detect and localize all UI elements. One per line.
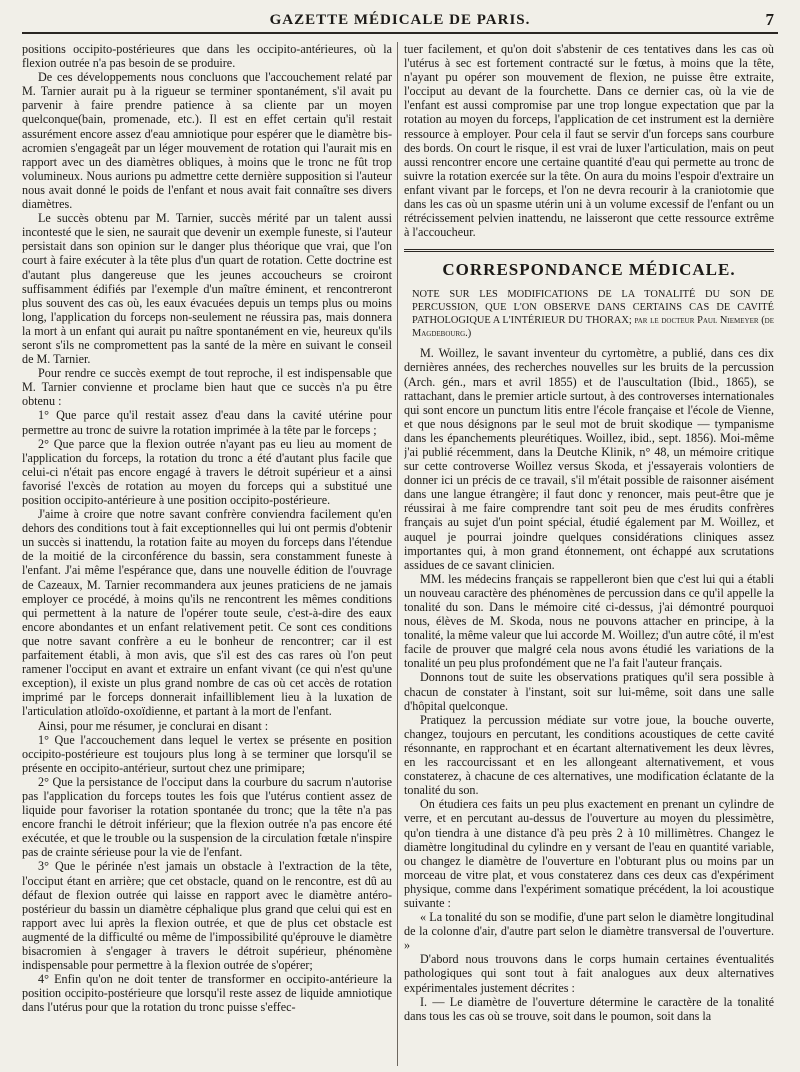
paragraph: tuer facilement, et qu'on doit s'abstenir de ces tentatives dans les cas où l'utérus à sec est fortement contracté sur le fœtus, à moins que la tête, n'ayant pu opérer son mouvement de flexion, ne puisse être extraite, l'occiput au devant de la fourchette. Dans ce dernier cas, où la vie de l'enfant est aussi compromise par une trop longue expectation que par la rotation au moyen du forceps, l'application de cet instrument est la dernière ressource à employer. Pour cela il faut se servir d'un forceps sans courbure des bords. On court le risque, il est vrai de luxer l'articulation, mais on peut aussi rencontrer encore une certaine quantité d'eau qui permette au tronc de suivre la rotation exercée sur la tête. On aura du moins l'espoir d'extraire un enfant vivant par le forceps, et l'on ne devra recourir à la craniotomie que dans les cas où un spasme utérin uni à un volume excessif de l'enfant ou un rétrécissement pelvien inattendu, ne laisseront que cette ressource extrême à l'accoucheur. [404,42,774,240]
paragraph: Pratiquez la percussion médiate sur votre joue, la bouche ouverte, changez, toujours en percutant, les conditions acoustiques de cette cavité résonnante, en rapprochant et en écartant alternativement les deux lèvres, en les raccourcissant et en les allongeant alternativement, et vous constaterez, à chacune de ces alternatives, une modification éclatante de la tonalité du son. [404,712,774,798]
paragraph: MM. les médecins français se rappelleront bien que c'est lui qui a établi un nouveau caractère des phénomènes de percussion dans ce qu'il appelle la tonalité du son. Dans le mémoire cité ci-dessus, j'ai démontré pourquoi nous, élèves de M. Skoda, nous ne pouvons attacher en principe, à la tonalité, la même valeur que lui accorde M. Woillez; d'un autre côté, il m'est facile de prouver que malgré cela nous avons étudié les variations de la tonalité un peu plus profondément que ne l'a fait l'auteur français. [404,571,774,671]
paragraph: On étudiera ces faits un peu plus exactement en prenant un cylindre de verre, et en percutant au-dessus de l'ouverture au moyen du plessimètre, qu'on tiendra à une distance d'à peu près 2 à 10 millimètres. Changez le diamètre longitudinal du cylindre en y versant de l'eau en quantité variable, ou changez le diamètre de l'ouverture en l'obturant plus ou moins par un morceau de vitre plat, et vous constaterez dans ces deux cas d'expériment physique, comme dans l'expériment somatique précédent, la loi acoustique suivante : [404,797,774,910]
paragraph: positions occipito-postérieures que dans les occipito-antérieures, où la flexion outrée n'a pas besoin de se produire. [22,42,392,71]
paragraph: I. — Le diamètre de l'ouverture détermine le caractère de la tonalité dans tous les cas où se trouve, soit dans le poumon, soit dans la [404,994,774,1023]
list-item: 4° Enfin qu'on ne doit tenter de transformer en occipito-antérieure la position occipito-postérieure que lorsqu'il reste assez de liquide amniotique dans l'utérus pour que la rotation du tronc puisse s'effec- [22,972,392,1015]
quotation: « La tonalité du son se modifie, d'une part selon le diamètre longitudinal de la colonne d'air, d'autre part selon le diamètre transversal de l'ouverture. » [404,910,774,953]
paragraph: D'abord nous trouvons dans le corps humain certaines éventualités pathologiques qui sont tout à fait analogues aux deux alternatives expérimentales justement décrites : [404,952,774,995]
list-item: 1° Que parce qu'il restait assez d'eau dans la cavité utérine pour permettre au tronc de suivre la rotation imprimée à la tête par le forceps ; [22,408,392,437]
paragraph: Donnons tout de suite les observations pratiques qu'il sera possible à chacun de constater à l'instant, soit sur lui-même, soit dans une salle d'hôpital quelconque. [404,670,774,713]
paragraph: Ainsi, pour me résumer, je conclurai en disant : [38,718,269,733]
article-author: par le docteur Paul Niemeyer (de Magdebourg.) [412,315,774,340]
list-item: 2° Que parce que la flexion outrée n'ayant pas eu lieu au moment de l'application du forceps, la rotation du tronc a été d'autant plus facile que celui-ci n'était pas encore engagé à travers le détroit supérieur et a ainsi favorisé l'excès de rotation au moyen du forceps qui a substitué une position occipito-antérieure à une position occipito-postérieure. [22,436,392,507]
paragraph: Pour rendre ce succès exempt de tout reproche, il est indispensable que M. Tarnier convienne et proclame bien haut que ce succès n'a pu être obtenu : [22,366,392,409]
journal-title: GAZETTE MÉDICALE DE PARIS. [269,12,531,28]
section-separator [404,249,774,252]
paragraph: De ces développements nous concluons que l'accouchement relaté par M. Tarnier aurait pu à la rigueur se terminer spontanément, s'il avait pu parvenir à faire prendre patience à sa cliente par un moyen quelconque(bain, promenade, etc.). Il est en effet certain qu'il restait assurément encore assez d'eau amniotique pour espérer que le diamètre bis-acromien s'engageât par un léger mouvement de rotation qui l'aurait mis en rapport avec un des diamètres obliques, à moins que le tronc ne fût trop volumineux. Nous aurions pu admettre cette dernière supposition si l'auteur nous avait donné le poids de l'enfant et nous avait fait connaître ses divers diamètres. [22,70,392,212]
column-divider [397,42,398,1066]
article-title-text: NOTE SUR LES MODIFICATIONS DE LA TONALITÉ DU SON DE PERCUSSION, QUE L'ON OBSERVE DANS CERTAINS CAS DE CAVITÉ PATHOLOGIQUE A L'INTÉRIEUR DU THORAX; [412,289,774,327]
page-number: 7 [765,10,774,29]
paragraph: J'aime à croire que notre savant confrère conviendra facilement qu'en dehors des conditions tout à fait exceptionnelles qui lui ont permis d'obtenir un succès si inattendu, la rotation faite au moyen du forceps dans l'étendue de la moitié de la circonférence du bassin, sera constamment funeste à l'enfant. J'ai même l'espérance que, dans une nouvelle édition de l'ouvrage de Cazeaux, M. Tarnier recommandera aux jeunes praticiens de ne jamais employer ce procédé, à moins qu'ils ne rencontrent les mêmes conditions qui permettent à la nature de l'opérer toute seule, c'est-à-dire des eaux encore abondantes et un enfant relativement petit. Ce sont ces conditions que notre savant confrère a eu le bonheur de rencontrer; car il est parfaitement établi, à mon avis, que s'il est des cas rares où l'on peut ramener l'occiput en avant et extraire un enfant vivant (ce qui n'est qu'une exception), il existe un plus grand nombre de cas où cet accès de rotation imprimé par le forceps donnerait infailliblement lieu à la luxation de l'articulation atloïdo-oxoïdienne, et partant à la mort de l'enfant. [22,507,392,719]
page-header [22,6,778,34]
article-title [404,288,774,340]
list-item: 2° Que la persistance de l'occiput dans la courbure du sacrum n'autorise pas l'application du forceps toutes les fois que l'utérus contient assez de liquide pour favoriser la rotation spontanée du tronc; que la tête n'a pas encore franchi le détroit inférieur; que la flexion outrée n'a pas encore été exécutée, et que le trouble ou la suspension de la circulation fœtale n'inspire pas de crainte sérieuse pour la vie de l'enfant. [22,774,392,860]
section-title: CORRESPONDANCE MÉDICALE. [442,260,736,280]
list-item: 3° Que le périnée n'est jamais un obstacle à l'extraction de la tête, l'occiput étant en arrière; que cet obstacle, quand on le rencontre, est dû au défaut de flexion outrée qui laisse en rapport avec le diamètre antéro-postérieur du bassin un diamètre céphalique plus grand que celui qui est en rapport avec lui après la flexion outrée, et que de plus cet obstacle est augmenté de la difficulté ou même de l'impossibilité qu'éprouve le diamètre bisacromien à s'engager à travers le détroit supérieur, phénomène indispensable pour permettre à la flexion outrée de s'opérer; [22,859,392,973]
right-column [404,42,774,1066]
list-item: 1° Que l'accouchement dans lequel le vertex se présente en position occipito-postérieure est toujours plus long à se terminer que lorsqu'il se présente en occipito-antérieur, surtout chez une primipare; [22,732,392,775]
paragraph: M. Woillez, le savant inventeur du cyrtomètre, a publié, dans ces dix dernières années, des recherches nouvelles sur les bruits de la percussion (Arch. gén., mars et avril 1855) et de l'auscultation (Ibid., 1865), se rattachant, dans le premier article surtout, à des controverses internationales qui sont encore un punctum litis entre l'école française et l'école de Vienne, et que nous désignons par le seul mot de bruit skodique — tympanisme dans les épanchements pleurétiques. Woillez, ibid., sept. 1856). Moi-même j'ai publié récemment, dans la Deutche Klinik, n° 48, un mémoire critique sur cette controverse Woillez versus Skoda, et j'essayerais volontiers de donner ici un précis de ce travail, s'il m'était possible de raisonner aisément dans une langue étrangère; il faut donc y renoncer, mais peut-être que je réussirai à me faire comprendre tant soit peu de mes érudits confrères français au sujet d'un point spécial, étudié également par M. Woillez, et auquel je pourrai joindre quelques considérations cliniques assez importantes qui, à mon grand étonnement, ont échappé aux scrutations assidues de ce savant clinicien. [404,346,774,572]
paragraph: Le succès obtenu par M. Tarnier, succès mérité par un talent aussi incontesté que le sien, ne saurait que devenir un exemple funeste, si l'auteur persistait dans son opinion sur le danger plus théorique que vrai, que l'on court à faire exécuter à la tête plus d'un quart de rotation. Cette doctrine est d'autant plus dangereuse que les jeunes accoucheurs se croiront suffisamment édifiés par l'exemple d'un maître éminent, et rencontreront plus souvent des cas où, les eaux évacuées depuis un temps plus ou moins long, l'application du forceps non-seulement ne réussira pas, mais donnera la mort à un enfant qui aurait pu naître spontanément en vie, heureux qu'ils seront s'ils ne compromettent pas la santé de la mère en suivant le conseil de M. Tarnier. [22,211,392,367]
left-column [22,42,392,1066]
